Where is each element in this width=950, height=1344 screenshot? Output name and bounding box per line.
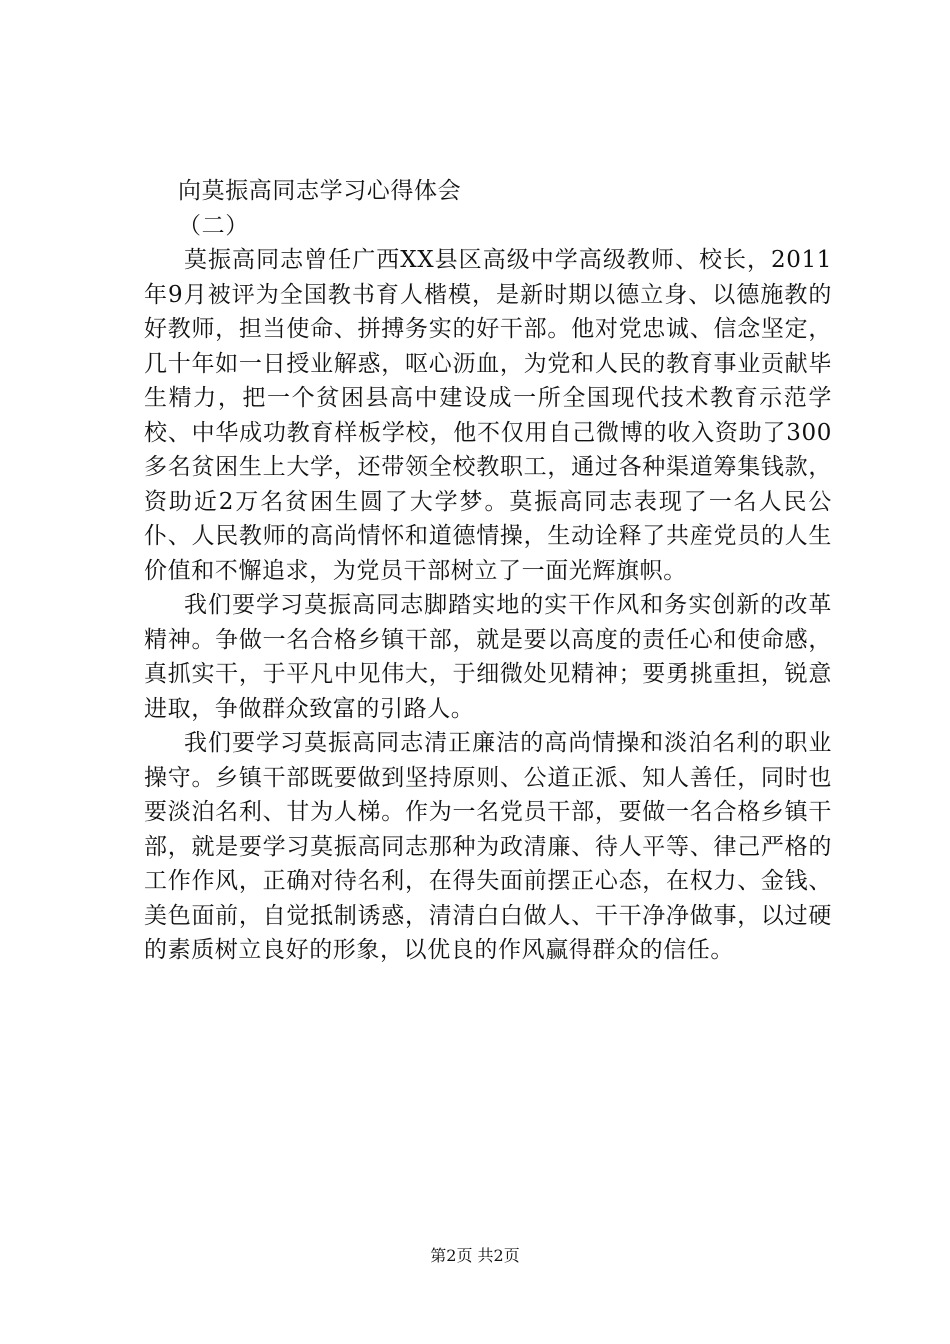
document-subtitle: （二） [178, 212, 249, 239]
document-body [144, 174, 832, 968]
document-title: 向莫振高同志学习心得体会 [178, 178, 462, 204]
paragraph-1: 莫振高同志曾任广西XX县区高级中学高级教师、校长，2011年9月被评为全国教书育人楷模，是新时期以德立身、以德施教的好教师，担当使命、拼搏务实的好干部。他对党忠诚、信念坚定，几十年如一日授业解惑，呕心沥血，为党和人民的教育事业贡献毕生精力，把一个贫困县高中建设成一所全国现代技术教育示范学校、中华成功教育样板学校，他不仅用自己微博的收入资助了300多名贫困生上大学，还带领全校教职工，通过各种渠道筹集钱款，资助近2万名贫困生圆了大学梦。莫振高同志表现了一名人民公仆、人民教师的高尚情怀和道德情操，生动诠释了共産党员的人生价值和不懈追求，为党员干部树立了一面光辉旗帜。 [144, 247, 832, 584]
page-number-footer: 第2页 共2页 [430, 1246, 520, 1265]
paragraph-3: 我们要学习莫振高同志清正廉洁的高尚情操和淡泊名利的职业操守。乡镇干部既要做到坚持原则、公道正派、知人善任，同时也要淡泊名利、甘为人梯。作为一名党员干部，要做一名合格乡镇干部，就是要学习莫振高同志那种为政清廉、待人平等、律己严格的工作作风，正确对待名利，在得失面前摆正心态，在权力、金钱、美色面前，自觉抵制诱惑，清清白白做人、干干净净做事，以过硬的素质树立良好的形象，以优良的作风赢得群众的信任。 [144, 730, 832, 963]
paragraph-2: 我们要学习莫振高同志脚踏实地的实干作风和务实创新的改革精神。争做一名合格乡镇干部，就是要以高度的责任心和使命感，真抓实干，于平凡中见伟大，于细微处见精神；要勇挑重担，锐意进取，争做群众致富的引路人。 [144, 592, 832, 722]
